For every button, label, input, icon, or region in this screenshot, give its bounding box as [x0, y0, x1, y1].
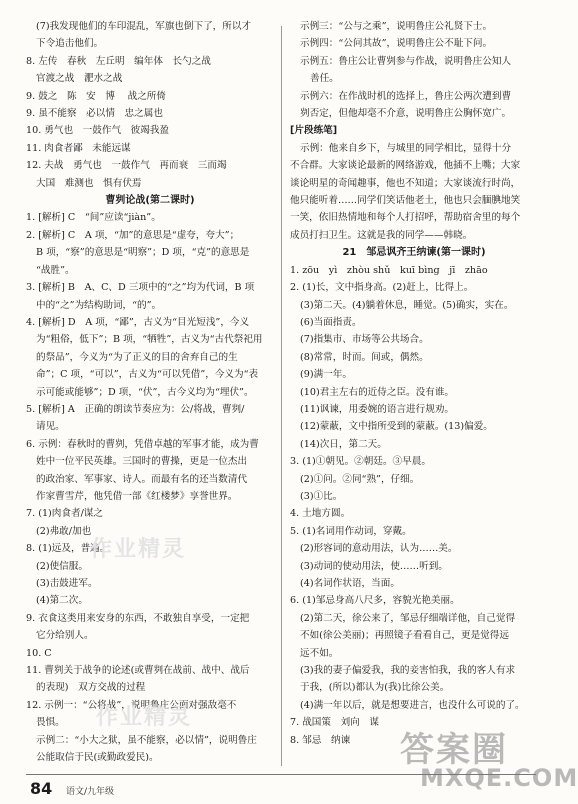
section-tag: [片段练笔]: [290, 125, 338, 137]
answer-line: (12)蒙蔽，文中指所受到的蒙蔽。(13)偏爱。: [300, 421, 493, 433]
page-subject: 语文/九年级: [66, 787, 115, 797]
answer-line: 为“粗俗，低下”；B 项，“牺牲”，古义为“古代祭祀用: [36, 334, 263, 346]
answer-line: 2. [解析] C A 项，“加”的意思是“虚夸，夸大”；: [26, 229, 240, 241]
answer-line: (2)形容词的意动用法，认为……美。: [300, 543, 458, 555]
answer-line: 它分给别人。: [36, 630, 94, 642]
answer-line: 9. 衣食这类用来安身的东西，不敢独自享受，一定把: [26, 612, 250, 624]
page-footer: [0, 766, 560, 804]
answer-line: (7)我发现他们的车印混乱，军旗也倒下了，所以才: [36, 21, 252, 32]
answer-line: (11)讽谏，用委婉的语言进行规劝。: [300, 403, 455, 415]
answer-line: 3. [解析] B A、C、D 三项中的“之”均为代词，B 项: [26, 282, 255, 294]
answer-line: 刿否定，但他却毫不介意，说明鲁庄公胸怀宽广。: [300, 108, 512, 120]
section-title: 21 邹忌讽齐王纳谏(第一课时): [342, 247, 486, 259]
answer-line: 的政治家、军事家、诗人。而最有名的还当数清代: [36, 473, 248, 485]
answer-line: 7. 战国策 刘向 谋: [290, 717, 379, 729]
section-title: 曹刿论战(第二课时): [105, 195, 195, 207]
answer-line: 11. 肉食者鄙 未能远谋: [26, 142, 131, 154]
watermark-middle: 作业精灵: [96, 705, 193, 730]
answer-line: 4. 土地方圆。: [290, 508, 351, 520]
answer-line: “战胜”。: [36, 264, 75, 276]
answer-line: 1. zōu yì zhòu shǔ kuī bìng jī zhāo: [290, 264, 488, 276]
answer-line: 11. 曹刿关于战争的论述(或曹刿在战前、战中、战后: [26, 665, 250, 677]
answer-line: 下令追击他们。: [36, 38, 104, 50]
answer-line: 示例四：“公问其故”，说明鲁庄公不耻下问。: [300, 38, 493, 50]
watermark-right: 答案圈: [400, 730, 508, 770]
column-divider: [281, 26, 282, 766]
answer-line: (6)当面指责。: [300, 316, 362, 328]
answer-line: 7. (1)肉食者/谋之: [26, 508, 103, 520]
answer-line: 2. (1)长，文中指身高。(2)赶上，比得上。: [290, 282, 474, 294]
answer-line: (3)第二天。(4)躺着休息，睡觉。(5)确实，实在。: [300, 299, 514, 311]
answer-line: 的祭品”，今义为“为了正义的目的舍弃自己的生: [36, 351, 238, 363]
answer-line: 示例六：在作战时机的选择上，鲁庄公两次遭到曹: [300, 90, 512, 102]
answer-line: B 项，“察”的意思是“明察”；D 项，“克”的意思是: [36, 247, 250, 259]
answer-line: 大国 难测也 惧有伏焉: [36, 177, 142, 189]
answer-line: 善任。: [310, 73, 339, 85]
answer-line: 姓中一位平民英雄。三国时的曹操，更是一位杰出: [36, 456, 248, 468]
answer-line: (3)我的妻子偏爱我，我的妾害怕我，我的客人有求: [300, 665, 516, 677]
answer-line: 6. 示例：春秋时的曹刿，凭借卓越的军事才能，成为曹: [26, 438, 259, 450]
answer-line: 8. 左传 春秋 左丘明 编年体 长勺之战: [26, 55, 211, 67]
answer-line: (4)名词作状语，当面。: [300, 578, 400, 589]
answer-line: 命”；C 项，“可以”，古义为“可以凭借”，今义为“表: [36, 369, 259, 381]
answer-line: 不如(徐公美丽)；再照镜子看看自己，更是觉得远: [300, 630, 509, 642]
answer-line: (3)击鼓进军。: [36, 578, 98, 589]
answer-line: 8. (1)远及，普遍。: [26, 543, 110, 555]
answer-line: 示例：他来自乡下，与城里的同学相比，显得十分: [300, 142, 512, 154]
answer-line: 9. 鼓之 陈 安 博 战之所倚: [26, 90, 166, 102]
answer-line: (2)第二天，徐公来了，邹忌仔细端详他，自己觉得: [300, 612, 516, 624]
answer-line: 12. 夫战 勇气也 一鼓作气 再而衰 三而竭: [26, 160, 227, 172]
answer-line: 官渡之战 淝水之战: [36, 73, 123, 85]
answer-line: (3)动词的使动用法，使……听到。: [300, 560, 448, 572]
page-number: 84: [30, 779, 53, 798]
answer-line: 12. 示例一：“公将战”，说明鲁庄公面对强敌毫不: [26, 699, 237, 711]
answer-line: 公能取信于民(或勤政爱民)。: [36, 752, 159, 764]
answer-line: 成员打扫卫生。这就是我的同学——韩晓。: [290, 229, 473, 241]
answer-line: 一笑，依旧热情地和每个人打招呼，帮助宿舍里的每个: [290, 212, 521, 224]
answer-line: 中的“之”为结构助词，“的”。: [36, 299, 162, 311]
answer-line: (2)使信服。: [36, 560, 88, 572]
answer-line: 10. C: [26, 647, 52, 659]
answer-line: (2)弗敢/加也: [36, 525, 92, 537]
answer-line: 的表现) 双方交战的过程: [36, 682, 146, 694]
watermark-url: MXQE.COM: [420, 764, 578, 792]
right-column: [290, 18, 538, 760]
answer-line: 4. [解析] D A 项，“鄙”，古义为“目光短浅”，今义: [26, 316, 250, 328]
answer-line: 5. (1)名词用作动词，穿戴。: [290, 525, 412, 537]
answer-line: 1. [解析] C “间”应读“jiàn”。: [26, 212, 161, 224]
answer-line: 8. 邹忌 纳谏: [290, 734, 351, 746]
answer-line: 示例二：“小大之狱，虽不能察，必以情”，说明鲁庄: [36, 734, 257, 746]
left-column: [26, 18, 274, 764]
answer-line: (10)君主左右的近侍之臣。没有谁。: [300, 386, 455, 398]
answer-line: 不合群。大家谈论最新的网络游戏，他插不上嘴；大家: [290, 160, 521, 172]
answer-line: (7)指集市、市场等公共场合。: [300, 334, 429, 346]
answer-line: (3)①比。: [300, 490, 343, 502]
answer-line: 谈论明星的奇闻趣事，他也不知道；大家谈流行时尚，: [290, 177, 521, 189]
answer-line: 6. (1)邹忌身高八尺多，容貌光艳美丽。: [290, 595, 460, 607]
answer-line: 示例三：“公与之乘”，说明鲁庄公礼贤下士。: [300, 21, 493, 32]
answer-line: 示例五：鲁庄公让曹刿参与作战，说明鲁庄公知人: [300, 55, 512, 67]
answer-line: 作家曹雪芹，他凭借一部《红楼梦》享誉世界。: [36, 490, 238, 502]
answer-line: (14)次日，第二天。: [300, 438, 387, 450]
answer-line: (4)满一年以后，就是想要进言，也没什么可说的了。: [300, 699, 525, 711]
answer-line: 9. 虽不能察 必以情 忠之属也: [26, 108, 163, 120]
answer-line: (8)常常，时而。间或，偶然。: [300, 351, 429, 363]
answer-line: 远不如。: [300, 647, 339, 659]
answer-line: 他只能听着……同学们笑话他老土，他也只会腼腆地笑: [290, 195, 521, 207]
answer-line: 5. [解析] A 正确的朗读节奏应为：公/将战，曹刿/: [26, 403, 245, 415]
answer-line: (4)第二次。: [36, 595, 88, 607]
answer-line: (2)①问。②同“熟”，仔细。: [300, 473, 420, 485]
answer-line: 示可能或能够”；D 项，“伏”，古今义均为“埋伏”。: [36, 386, 254, 398]
watermark-left: 作业精灵: [90, 537, 187, 562]
answer-line: 于我，(所以)都认为(我)比徐公美。: [300, 682, 450, 694]
answer-line: 3. (1)①朝见。②朝廷。③早晨。: [290, 456, 431, 468]
answer-line: 请见。: [36, 421, 65, 433]
answer-line: (9)满一年。: [300, 369, 352, 381]
answer-line: 畏惧。: [36, 717, 65, 729]
answer-line: 10. 勇气也 一鼓作气 彼竭我盈: [26, 125, 170, 137]
footer-rule: [26, 774, 536, 775]
